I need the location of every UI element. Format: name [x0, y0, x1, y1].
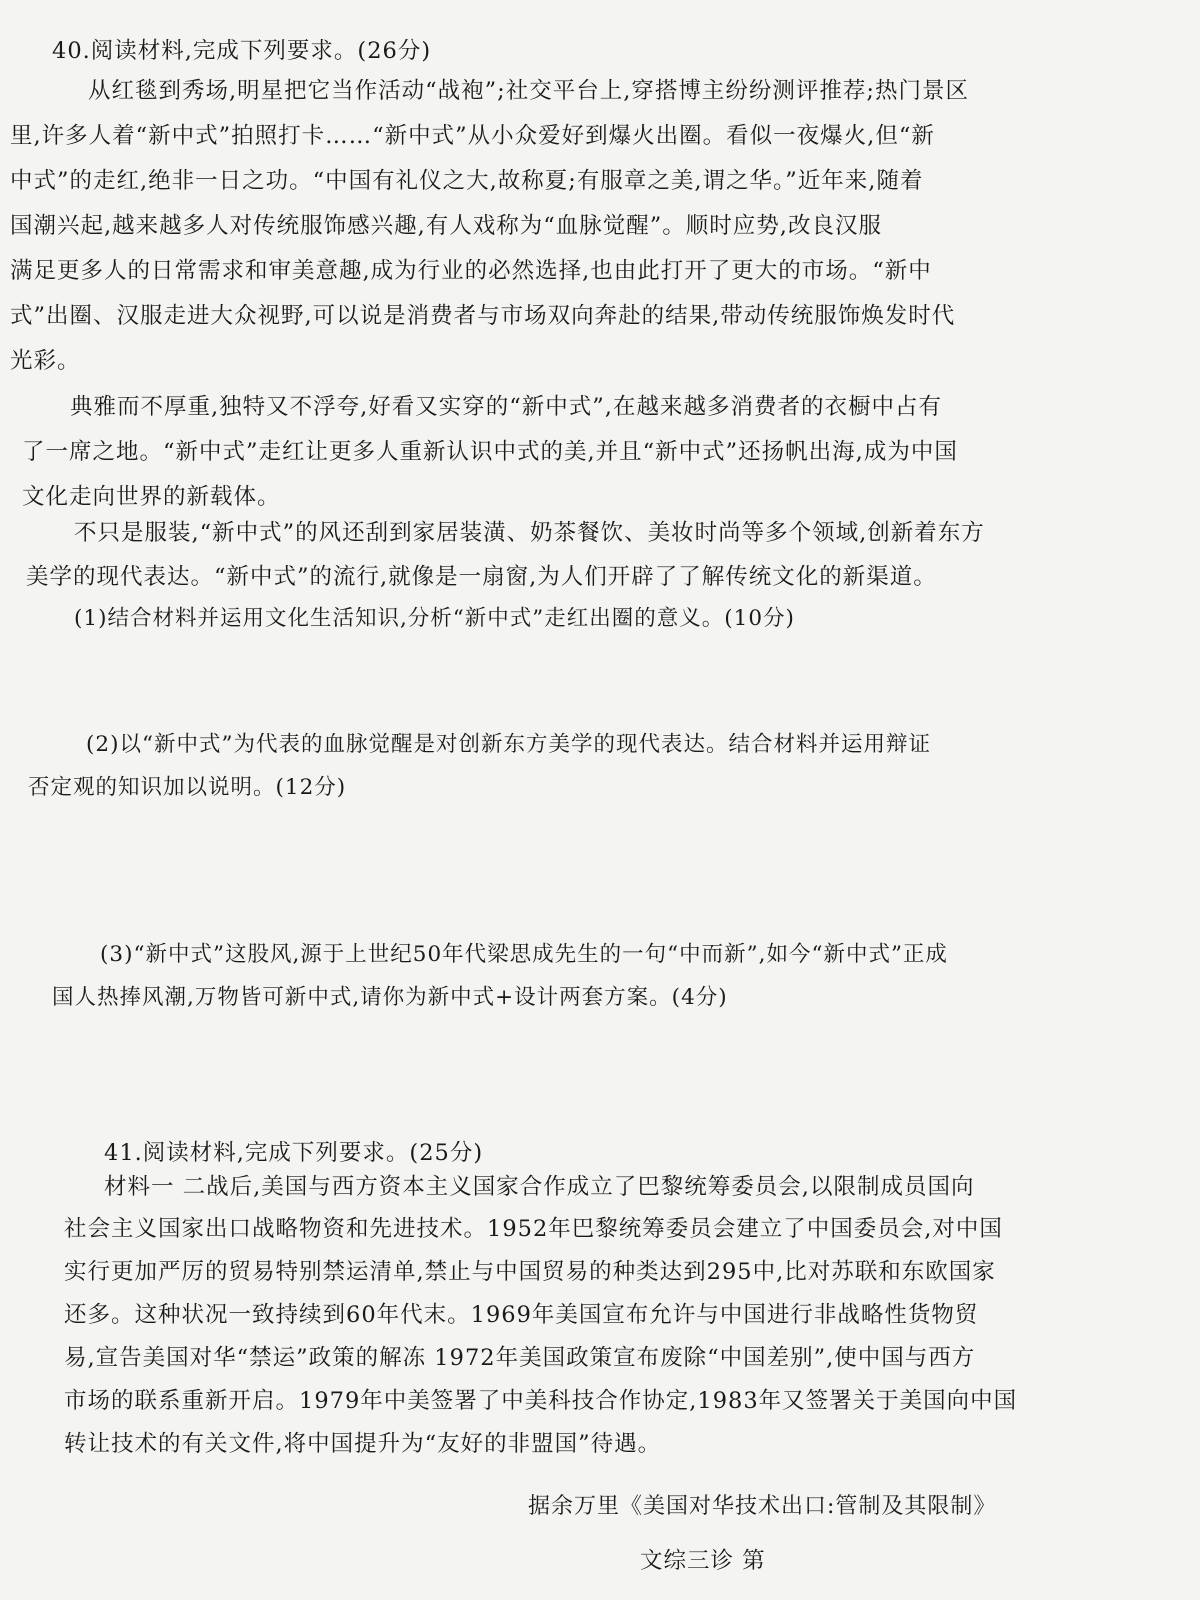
q40-p1-line: 从红毯到秀场,明星把它当作活动“战袍”;社交平台上,穿搭博主纷纷测评推荐;热门景区 [88, 78, 969, 104]
q41-material1-line: 市场的联系重新开启。1979年中美签署了中美科技合作协定,1983年又签署关于美国向中国 [64, 1388, 1018, 1414]
q40-subquestion-2: (2)以“新中式”为代表的血脉觉醒是对创新东方美学的现代表达。结合材料并运用辩证 [86, 732, 931, 757]
q40-p3-line: 美学的现代表达。“新中式”的流行,就像是一扇窗,为人们开辟了了解传统文化的新渠道。 [26, 564, 937, 590]
q41-material1-line: 实行更加严厉的贸易特别禁运清单,禁止与中国贸易的种类达到295中,比对苏联和东欧国家 [64, 1259, 996, 1285]
q41-material1-line: 易,宣告美国对华“禁运”政策的解冻 1972年美国政策宣布废除“中国差别”,使中国与西方 [64, 1345, 976, 1371]
q40-p1-line: 中式”的走红,绝非一日之功。“中国有礼仪之大,故称夏;有服章之美,谓之华。”近年来,随着 [10, 168, 924, 194]
q40-p2-line: 典雅而不厚重,独特又不浮夸,好看又实穿的“新中式”,在越来越多消费者的衣橱中占有 [70, 394, 942, 420]
page-footer: 文综三诊 第 [640, 1548, 766, 1574]
q40-subquestion-2: 否定观的知识加以说明。(12分) [28, 775, 347, 800]
q41-material1-line: 转让技术的有关文件,将中国提升为“友好的非盟国”待遇。 [64, 1431, 662, 1457]
q41-title: 41.阅读材料,完成下列要求。(25分) [104, 1140, 484, 1166]
q40-p1-line: 式”出圈、汉服走进大众视野,可以说是消费者与市场双向奔赴的结果,带动传统服饰焕发时代 [10, 303, 956, 329]
q40-p1-line: 光彩。 [10, 348, 81, 374]
q41-source-citation: 据余万里《美国对华技术出口:管制及其限制》 [528, 1494, 997, 1519]
q41-material1-line: 社会主义国家出口战略物资和先进技术。1952年巴黎统筹委员会建立了中国委员会,对中国 [64, 1216, 1003, 1242]
q40-p3-line: 不只是服装,“新中式”的风还刮到家居装潢、奶茶餐饮、美妆时尚等多个领域,创新着东方 [74, 520, 985, 546]
q40-p1-line: 满足更多人的日常需求和审美意趣,成为行业的必然选择,也由此打开了更大的市场。“新中 [10, 258, 932, 284]
q40-subquestion-1: (1)结合材料并运用文化生活知识,分析“新中式”走红出圈的意义。(10分) [74, 606, 795, 631]
q40-p1-line: 国潮兴起,越来越多人对传统服饰感兴趣,有人戏称为“血脉觉醒”。顺时应势,改良汉服 [10, 213, 882, 239]
q41-material1-line: 还多。这种状况一致持续到60年代末。1969年美国宣布允许与中国进行非战略性货物贸 [64, 1302, 979, 1328]
q41-material1-line: 材料一 二战后,美国与西方资本主义国家合作成立了巴黎统筹委员会,以限制成员国向 [104, 1174, 975, 1200]
q40-p1-line: 里,许多人着“新中式”拍照打卡……“新中式”从小众爱好到爆火出圈。看似一夜爆火,但“新 [10, 123, 935, 149]
q40-title: 40.阅读材料,完成下列要求。(26分) [52, 38, 432, 64]
q40-subquestion-3: 国人热捧风潮,万物皆可新中式,请你为新中式+设计两套方案。(4分) [52, 985, 728, 1010]
q40-p2-line: 了一席之地。“新中式”走红让更多人重新认识中式的美,并且“新中式”还扬帆出海,成为中国 [22, 439, 958, 465]
q40-subquestion-3: (3)“新中式”这股风,源于上世纪50年代梁思成先生的一句“中而新”,如今“新中式”正成 [100, 942, 948, 967]
q40-p2-line: 文化走向世界的新载体。 [22, 484, 281, 510]
